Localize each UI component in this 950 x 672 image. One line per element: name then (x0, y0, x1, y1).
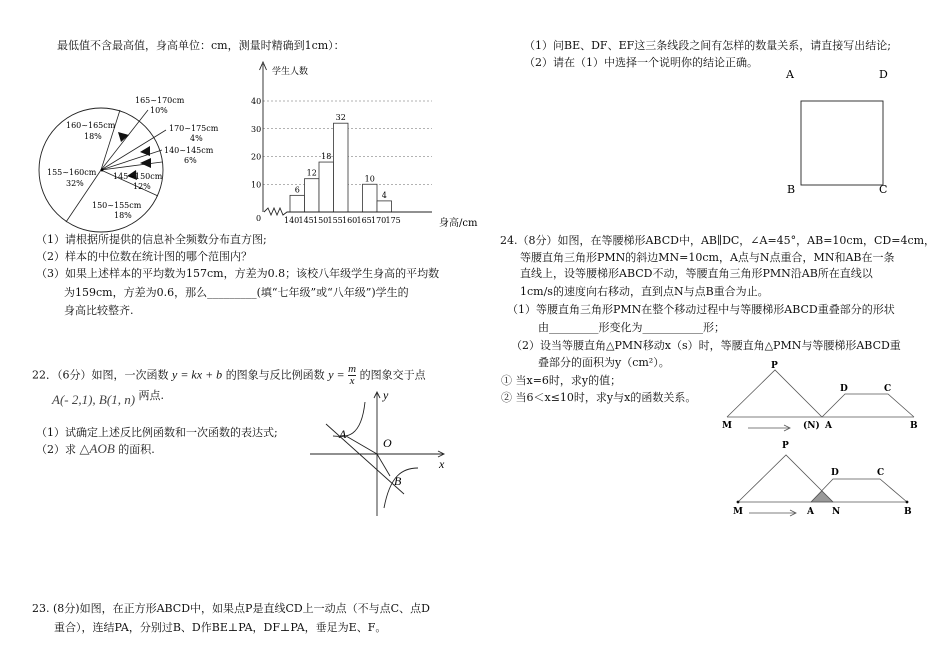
fig2-label-a: A (807, 507, 814, 517)
x-tick-label: 140 (284, 216, 300, 225)
fig1-label-m: M (722, 421, 732, 431)
fig2-label-m: M (733, 507, 743, 517)
point-b (906, 501, 909, 504)
pie-label-range: 165~170cm (135, 96, 185, 105)
q21-part2: （2）样本的中位数在统计图的哪个范围内？ (36, 250, 252, 263)
q23-question2: （2）请在（1）中选择一个说明你的结论正确。 (524, 56, 758, 69)
x-tick-label: 175 (385, 216, 401, 225)
trapezoid-abcd-1 (822, 394, 914, 417)
q23-line1: 23. (8分)如图，在正方形ABCD中，如果点P是直线CD上一动点（不与点C、点D (32, 602, 430, 615)
overlap-region (811, 491, 833, 502)
origin-label: 0 (256, 214, 262, 223)
x-tick-label: 150 (313, 216, 329, 225)
triangle-pmn-1 (727, 370, 822, 417)
y-tick-label: 40 (251, 97, 262, 106)
q24-line1: 24.（8分）如图，在等腰梯形ABCD中，AB∥DC，∠A=45°，AB=10cm，CD=4cm， (500, 234, 936, 247)
fig2-label-c: C (877, 468, 885, 478)
x-tick-label: 155 (327, 216, 343, 225)
fig1-label-p: P (771, 361, 778, 371)
bar-value-label: 4 (381, 190, 387, 200)
square-label-b: B (787, 183, 796, 196)
q24-sub2-line1: （2）设当等腰直角△PMN移动x（s）时，等腰直角△PMN与等腰梯形ABCD重 (511, 339, 901, 352)
q22-points: A(- 2,1), B(1, n) (52, 392, 136, 407)
q22-points-tail: 两点. (138, 389, 165, 402)
pie-center-dot: • (99, 166, 105, 177)
bar-value-label: 18 (321, 152, 332, 162)
x-axis-label: 身高/cm (439, 218, 478, 229)
q21-part3-line2: 为159cm，方差为0.6，那么_________(填“七年级”或“八年级”)学生的 (64, 286, 409, 299)
q22-sub1: （1）试确定上述反比例函数和一次函数的表达式; (36, 426, 278, 439)
bar-value-label: 6 (294, 185, 300, 195)
x-tick-label: 170 (371, 216, 387, 225)
pie-label-pct: 18% (114, 211, 132, 220)
q22-linear-fn: y = kx + b (172, 367, 223, 382)
pie-label-pct: 10% (150, 106, 168, 115)
q22-label-x: x (439, 457, 445, 471)
pie-label-pct: 32% (66, 179, 84, 188)
x-tick-label: 165 (356, 216, 372, 225)
pie-label-pct: 18% (84, 132, 102, 141)
q22-mid: 的图象与反比例函数 (225, 368, 325, 382)
q24-sub1-line2: 由_________形变化为___________形； (538, 321, 725, 334)
fig1-label-b: B (910, 421, 918, 431)
square-label-c: C (879, 183, 888, 196)
bar-value-label: 10 (364, 174, 375, 184)
fig1-label-a: A (825, 421, 832, 431)
q22-label-y: y (383, 388, 389, 402)
x-tick-label: 145 (298, 216, 314, 225)
q24-line2: 等腰直角三角形PMN的斜边MN=10cm，A点与N点重合，MN和AB在一条 (520, 251, 895, 264)
q21-part1: （1）请根据所提供的信息补全频数分布直方图; (36, 233, 267, 246)
bar-value-label: 32 (335, 113, 346, 123)
q22-fraction-num: m (348, 363, 357, 375)
fig2-label-p: P (782, 441, 789, 451)
fig1-label-n: (N) (803, 421, 820, 431)
q22-label-b: B (394, 474, 402, 488)
q22-label-a: A (339, 427, 347, 441)
q24-case1: ① 当x=6时，求y的值； (501, 374, 622, 387)
q24-figure2 (733, 441, 912, 517)
y-tick-label: 30 (251, 124, 262, 134)
q22-sub2-c: 的面积. (118, 443, 155, 456)
q23-line2: 重合），连结PA，分别过B、D作BE⊥PA，DF⊥PA，垂足为E、F。 (54, 621, 387, 634)
pie-label-range: 150~155cm (92, 201, 142, 210)
point-m (737, 501, 740, 504)
y-axis-label: 学生人数 (272, 67, 309, 77)
pie-label-pct: 12% (133, 182, 151, 191)
q22-label-o: O (383, 436, 392, 450)
pie-label-pct: 6% (184, 156, 197, 165)
fig2-label-b: B (904, 507, 912, 517)
q23-question1: （1）问BE、DF、EF这三条线段之间有怎样的数量关系，请直接写出结论; (524, 39, 891, 52)
y-tick-label: 10 (251, 180, 262, 190)
pie-label-range: 155~160cm (47, 168, 97, 177)
q22-head: 22．（6分）如图，一次函数 (32, 368, 169, 382)
pie-label-pct: 4% (190, 134, 203, 143)
pie-label-range: 160~165cm (66, 121, 116, 130)
pie-label-range: 140~145cm (164, 146, 214, 155)
fig2-label-d: D (831, 468, 839, 478)
q22-sub2-a: （2）求 (36, 443, 76, 456)
square-label-a: A (786, 68, 794, 81)
q22-triangle-aob: △AOB (79, 441, 115, 456)
fig1-label-d: D (840, 384, 848, 394)
q24-line3: 直线上，设等腰梯形ABCD不动，等腰直角三角形PMN沿AB所在直线以 (520, 267, 873, 280)
q24-figure1 (722, 361, 918, 431)
x-tick-label: 160 (342, 216, 358, 225)
q24-sub1-line1: （1）等腰直角三角形PMN在整个移动过程中与等腰梯形ABCD重叠部分的形状 (507, 303, 895, 316)
pie-label-range: 170~175cm (169, 124, 219, 133)
square-label-d: D (879, 68, 888, 81)
pie-label-range: 145~150cm (113, 172, 163, 181)
q24-case2: ② 当6＜x≤10时，求y与x的函数关系。 (501, 391, 697, 404)
fig2-label-n: N (832, 507, 841, 517)
q24-line4: 1cm/s的速度向右移动，直到点N与点B重合为止。 (520, 285, 769, 298)
bar-value-label: 12 (306, 168, 317, 178)
y-tick-label: 20 (251, 152, 262, 162)
q22-tail: 的图象交于点 (359, 368, 426, 382)
q24-sub2-line2: 叠部分的面积为y（cm²）。 (538, 356, 670, 369)
q21-part3-line1: （3）如果上述样本的平均数为157cm，方差为0.8；该校八年级学生身高的平均数 (36, 267, 440, 280)
q22-fraction-den: x (349, 375, 355, 387)
q21-part3-line3: 身高比较整齐. (64, 304, 134, 317)
intro-line: 最低值不含最高值，身高单位：cm，测量时精确到1cm）： (57, 39, 345, 52)
q22-inverse-fn-lhs: y = (328, 367, 345, 382)
fig1-label-c: C (884, 384, 892, 394)
